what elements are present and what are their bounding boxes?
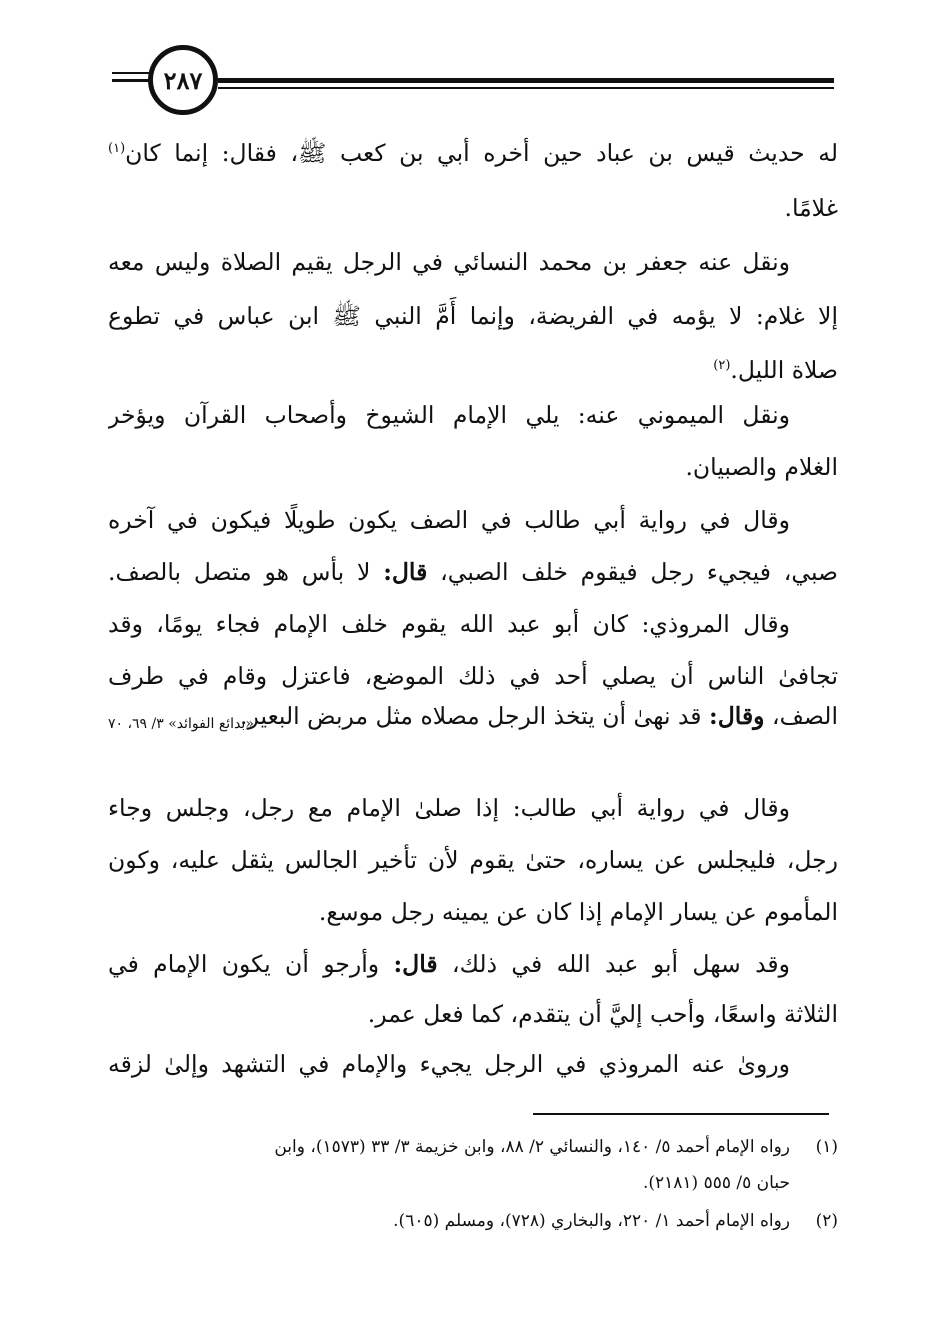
header-rule: [218, 78, 834, 83]
text-line: ونقل الميموني عنه: يلي الإمام الشيوخ وأصحاب القرآن ويؤخر: [108, 401, 790, 429]
text-span: لا بأس هو متصل بالصف.: [108, 558, 371, 586]
text-line: رجل، فليجلس عن يساره، حتىٰ يقوم لأن تأخير الجالس يثقل عليه، وكون: [108, 846, 838, 874]
text-line: [108, 125, 838, 181]
bold-keyword: قال:: [383, 558, 428, 586]
text-line: إلا غلام: لا يؤمه في الفريضة، وإنما أَمَّ النبي ﷺ ابن عباس في تطوع: [108, 302, 838, 330]
text-line: وقال في رواية أبي طالب: إذا صلىٰ الإمام مع رجل، وجلس وجاء: [108, 794, 790, 822]
footnote-number: (١): [815, 1137, 838, 1157]
footnote-continuation: [108, 1166, 838, 1200]
text-line: ونقل عنه جعفر بن محمد النسائي في الرجل يقيم الصلاة وليس معه: [108, 248, 790, 276]
text-line: وقال في رواية أبي طالب في الصف يكون طويلًا فيكون في آخره: [108, 506, 790, 534]
text-span: له حديث قيس بن عباد حين أخره أبي بن كعب ﷺ، فقال: إنما كان: [125, 139, 838, 167]
footnote-text: حبان ٥/ ٥٥٥ (٢١٨١).: [642, 1173, 790, 1193]
text-line: الغلام والصبيان.: [685, 453, 838, 481]
page-number: ٢٨٧: [163, 65, 203, 95]
header-rule: [218, 87, 834, 89]
text-line: غلامًا.: [784, 194, 838, 222]
text-span: قد نهىٰ أن يتخذ الرجل مصلاه مثل مربض البعير.: [240, 702, 702, 730]
text-span: الصف،: [772, 702, 838, 730]
footnote-number: (٢): [815, 1211, 838, 1231]
footnote-separator: [533, 1113, 829, 1115]
text-line: الثلاثة واسعًا، وأحب إليَّ أن يتقدم، كما فعل عمر.: [367, 1000, 838, 1028]
text-line: ورویٰ عنه المروذي في الرجل يجيء والإمام في التشهد وإلىٰ لزقه: [108, 1050, 790, 1078]
footnote-text: رواه الإمام أحمد ٥/ ١٤٠، والنسائي ٢/ ٨٨، وابن خزيمة ٣/ ٣٣ (١٥٧٣)، وابن: [274, 1137, 790, 1157]
text-line: تجافىٰ الناس أن يصلي أحد في ذلك الموضع، فاعتزل وقام في طرف: [108, 662, 838, 690]
footnote: [108, 1130, 838, 1164]
text-span: صلاة الليل.: [730, 356, 838, 384]
bold-keyword: قال:: [393, 950, 438, 978]
bold-keyword: وقال:: [709, 702, 765, 730]
text-line: [108, 936, 838, 992]
page-number-badge: [148, 45, 218, 115]
footnote: [108, 1204, 838, 1238]
text-span: وأرجو أن يكون الإمام في: [108, 950, 380, 978]
footnote-mark: (٢): [713, 358, 731, 374]
source-citation: «بدائع الفوائد» ٣/ ٦٩، ٧٠: [108, 716, 254, 732]
text-span: صبي، فيجيء رجل فيقوم خلف الصبي،: [440, 558, 838, 586]
text-line: [108, 544, 838, 600]
text-span: وقد سهل أبو عبد الله في ذلك،: [452, 950, 790, 978]
footnote-text: رواه الإمام أحمد ١/ ٢٢٠، والبخاري (٧٢٨)، ومسلم (٦٠٥).: [393, 1211, 790, 1231]
text-line: المأموم عن يسار الإمام إذا كان عن يمينه رجل موسع.: [318, 898, 838, 926]
text-line: وقال المروذي: كان أبو عبد الله يقوم خلف الإمام فجاء يومًا، وقد: [108, 610, 790, 638]
footnote-mark: (١): [108, 141, 126, 157]
